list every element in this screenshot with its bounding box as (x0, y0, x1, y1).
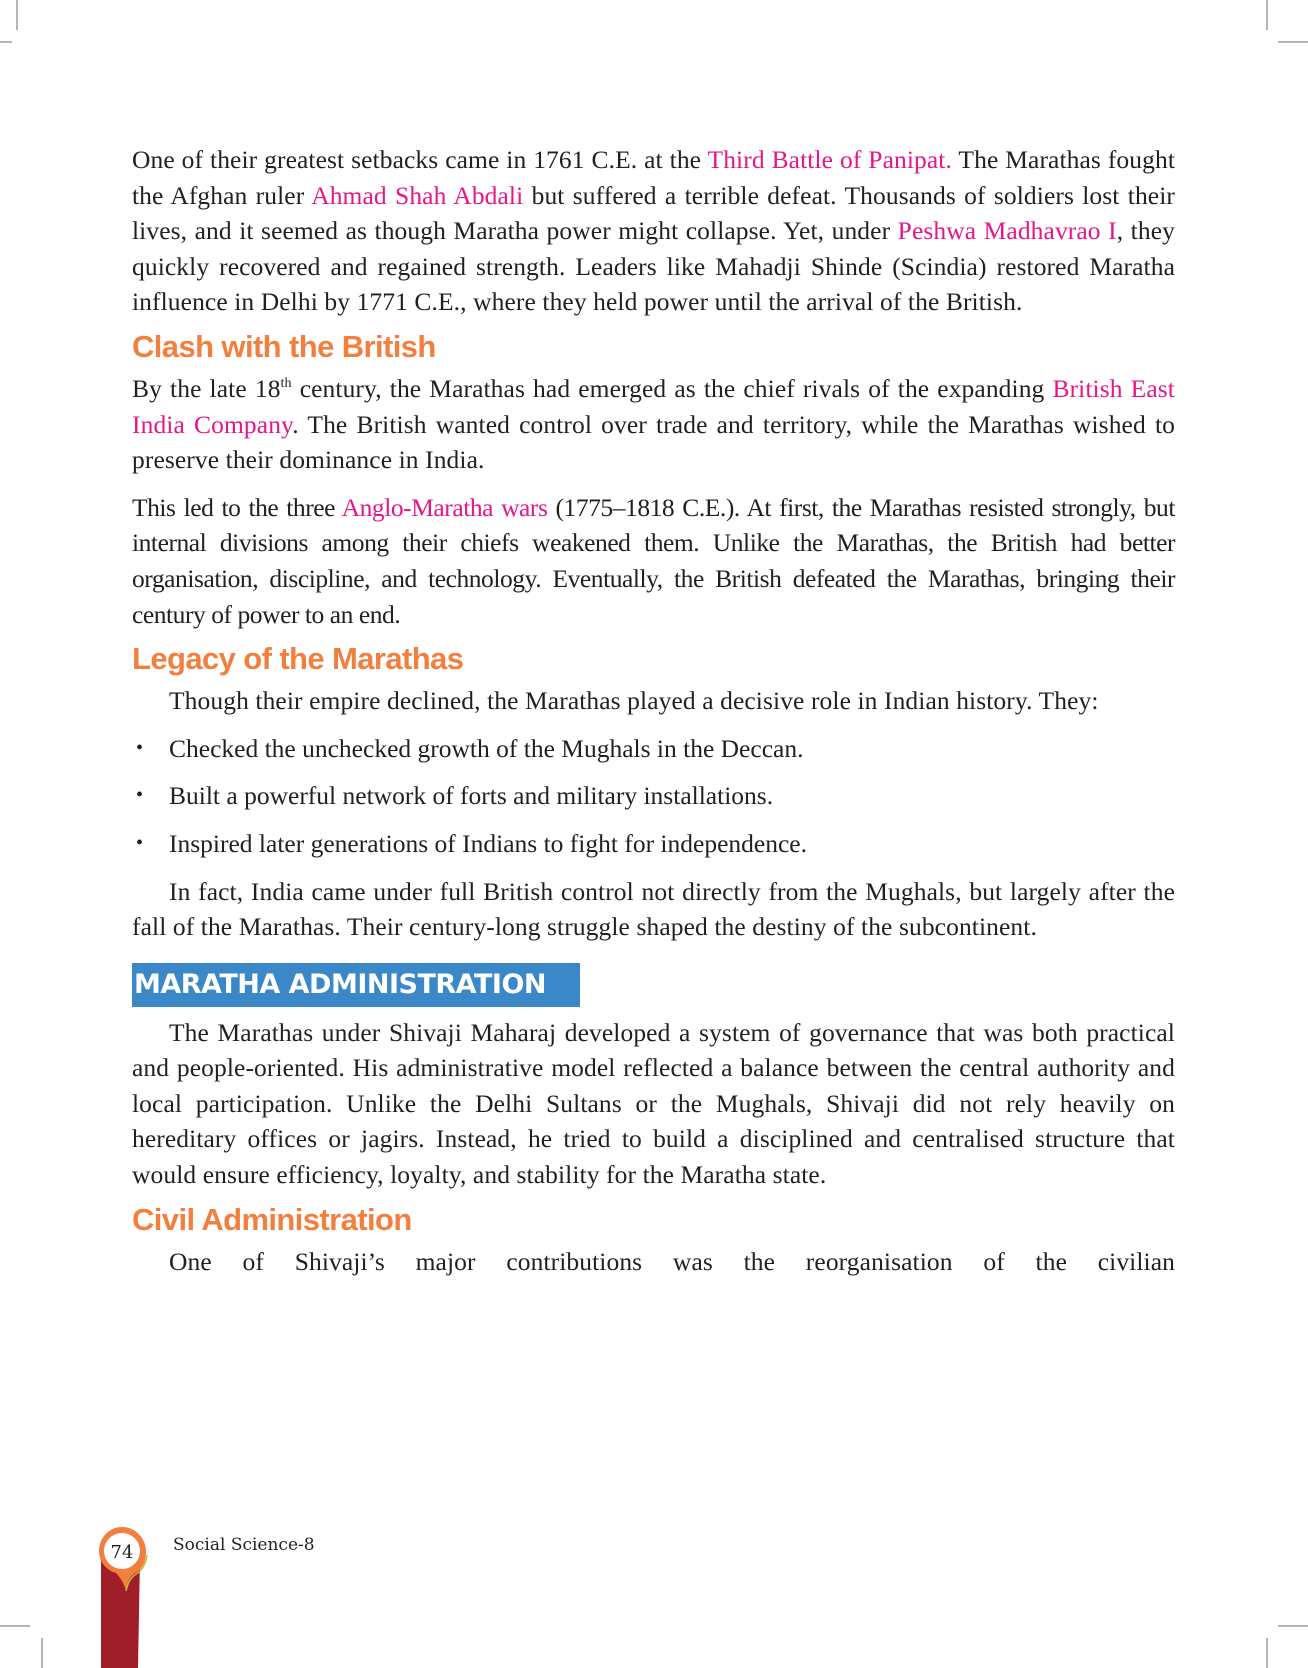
highlight-peshwa-madhavrao: Peshwa Madhavrao I (897, 216, 1117, 246)
page-footer (98, 1525, 498, 1668)
list-item-text: Inspired later generations of Indians to fight for independence. (169, 828, 807, 858)
text-run: but suffered a terrible defeat. Thousands of soldiers lost their lives, and it seemed as though Maratha power might collapse. Yet, under (132, 180, 1176, 246)
text-run: . The British wanted control over trade and territory, while the Marathas wished to preserve their dominance in India. (132, 409, 1175, 475)
list-item-text: Built a powerful network of forts and military installations. (169, 781, 774, 811)
highlight-ahmad-shah-abdali: Ahmad Shah Abdali (311, 180, 524, 210)
text-run: century, the Marathas had emerged as the chief rivals of the expanding (291, 373, 1053, 403)
text-run: (1775–1818 C.E.). At first, the Marathas resisted strongly, but internal divisions among their chiefs weakened them. Unlike the Marathas, the British had better organisation, discipline, and technology. Eventually, the British defeated the Marathas, bringing their century of power to an end. (132, 492, 1175, 629)
intro-paragraph (132, 142, 1175, 320)
crop-mark-top-right-vertical (1266, 0, 1268, 30)
text-run: The Marathas fought the Afghan ruler (132, 145, 1176, 210)
crop-mark-bottom-right-vertical (1266, 1638, 1268, 1668)
list-item (132, 778, 1175, 814)
page-number: 74 (110, 1542, 134, 1563)
superscript: th (280, 375, 292, 391)
crop-mark-bottom-left-vertical (41, 1638, 43, 1668)
crop-mark-bottom-right-horizontal (1278, 1625, 1308, 1627)
civil-paragraph: One of Shivaji’s major contributions was the reorganisation of the civilian (169, 1246, 1175, 1276)
spacer (132, 862, 1175, 874)
text-run: This led to the three (132, 492, 342, 522)
bullet-icon: • (136, 784, 144, 807)
highlight-anglo-maratha-wars: Anglo-Maratha wars (341, 492, 548, 522)
highlight-british-east-india-company: British East India Company (132, 373, 1175, 439)
crop-mark-top-right-horizontal (1278, 41, 1308, 43)
list-item (132, 826, 1175, 862)
crop-mark-top-left-horizontal (0, 41, 12, 43)
bullet-icon: • (136, 831, 144, 854)
spacer (132, 478, 1175, 490)
legacy-bullet-list (132, 731, 1175, 862)
heading-legacy-of-marathas: Legacy of the Marathas (132, 641, 464, 677)
list-item-text: Checked the unchecked growth of the Mughals in the Deccan. (169, 733, 804, 763)
crop-mark-top-left-vertical (16, 0, 18, 30)
page-body (132, 142, 1175, 1279)
heading-civil-administration: Civil Administration (132, 1201, 412, 1237)
text-run: One of their greatest setbacks came in 1761 C.E. at the (132, 145, 708, 174)
clash-paragraph-1 (132, 371, 1175, 478)
administration-paragraph: The Marathas under Shivaji Maharaj developed a system of governance that was both practical and people-oriented. His administrative model reflected a balance between the central authority and local participation. Unlike the Delhi Sultans or the Mughals, Shivaji did not rely heavily on hereditary offices or jagirs. Instead, he tried to build a disciplined and centralised structure that would ensure efficiency, loyalty, and stability for the Maratha state. (132, 1017, 1175, 1190)
clash-paragraph-2 (132, 490, 1175, 632)
text-run: By the late 18 (132, 373, 281, 403)
legacy-closing-paragraph: In fact, India came under full British control not directly from the Mughals, but largely after the fall of the Marathas. Their century-long struggle shaped the destiny of the subcontinent. (132, 876, 1175, 942)
bullet-icon: • (136, 736, 144, 759)
heading-clash-with-british: Clash with the British (132, 328, 436, 364)
section-banner-maratha-administration: MARATHA ADMINISTRATION (132, 963, 580, 1007)
list-item (132, 731, 1175, 767)
text-run: , they quickly recovered and regained strength. Leaders like Mahadji Shinde (Scindia) restored Maratha influence in Delhi by 1771 C.E., where they held power until the arrival of the British. (132, 216, 1175, 317)
book-title: Social Science-8 (173, 1535, 315, 1555)
legacy-intro-paragraph: Though their empire declined, the Marathas played a decisive role in Indian history. They: (169, 686, 1099, 716)
highlight-third-battle-of-panipat: Third Battle of Panipat. (707, 145, 952, 174)
crop-mark-bottom-left-horizontal (0, 1625, 30, 1627)
